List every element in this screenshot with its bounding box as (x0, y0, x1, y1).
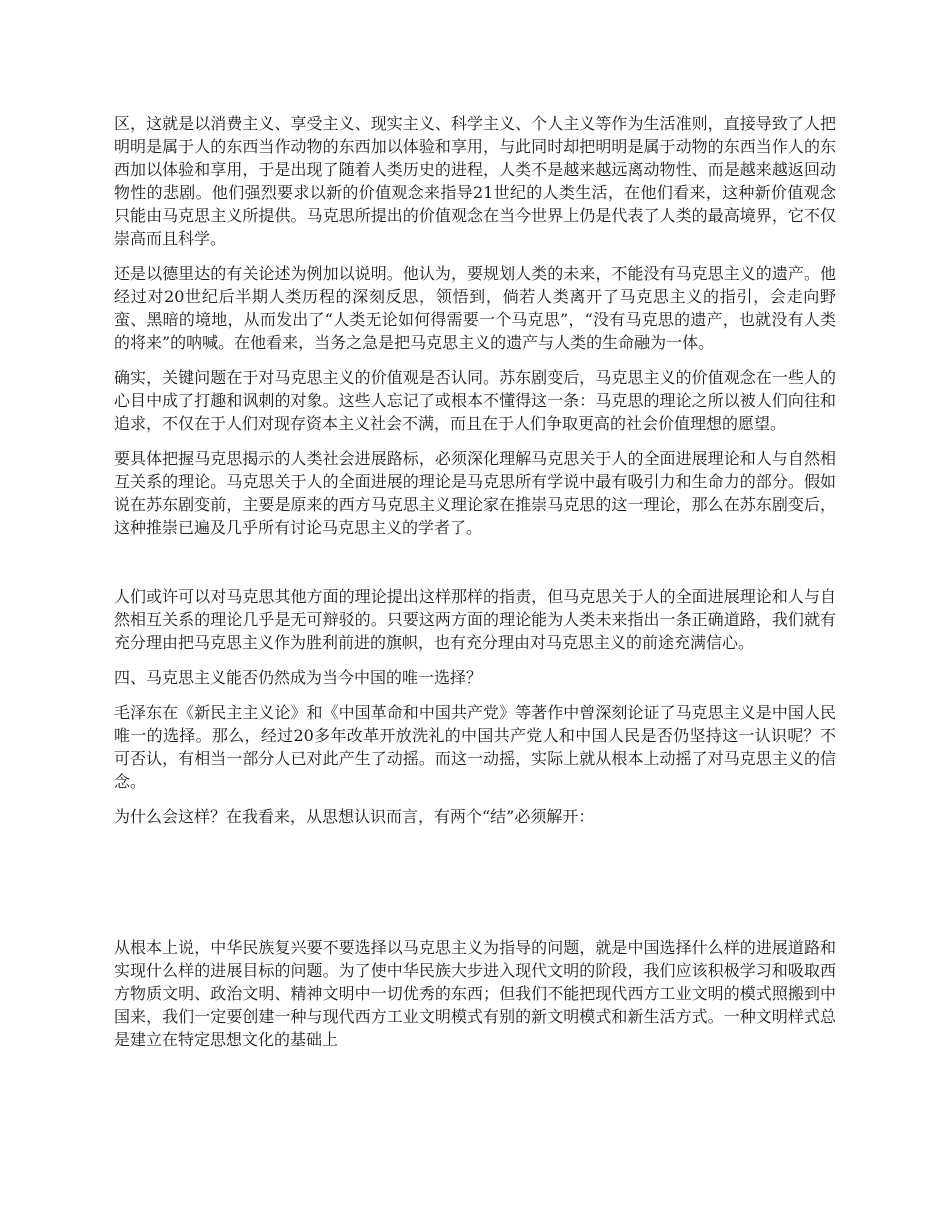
paragraph-mao: 毛泽东在《新民主主义论》和《中国革命和中国共产党》等著作中曾深刻论证了马克思主义是中国人民唯一的选择。那么，经过20多年改革开放洗礼的中国共产党人和中国人民是否仍坚持这一认识呢？不可否认，有相当一部分人已对此产生了动摇。而这一动摇，实际上就从根本上动摇了对马克思主义的信念。 (114, 703, 836, 791)
paragraph-two-knots: 为什么会这样？在我看来，从思想认识而言，有两个“结”必须解开： (114, 807, 595, 826)
paragraph-human-development: 要具体把握马克思揭示的人类社会进展路标，必须深化理解马克思关于人的全面进展理论和人与自然相互关系的理论。马克思关于人的全面进展的理论是马克思所有学说中最有吸引力和生命力的部分。假如说在苏东剧变前，主要是原来的西方马克思主义理论家在推崇马克思的这一理论，那么在苏东剧变后，这种推崇已遍及几乎所有讨论马克思主义的学者了。 (114, 449, 836, 537)
section-heading: 四、马克思主义能否仍然成为当今中国的唯一选择？ (114, 668, 483, 687)
paragraph-derrida: 还是以德里达的有关论述为例加以说明。他认为，要规划人类的未来，不能没有马克思主义的遗产。他经过对20世纪后半期人类历程的深刻反思，领悟到，倘若人类离开了马克思主义的指引，会走向野蛮、黑暗的境地，从而发出了“人类无论如何得需要一个马克思”，“没有马克思的遗产，也就没有人类的将来”的呐喊。在他看来，当务之急是把马克思主义的遗产与人类的生命融为一体。 (114, 264, 836, 352)
paragraph-civilization: 从根本上说，中华民族复兴要不要选择以马克思主义为指导的问题，就是中国选择什么样的进展道路和实现什么样的进展目标的问题。为了使中华民族大步进入现代文明的阶段，我们应该积极学习和吸取西方物质文明、政治文明、精神文明中一切优秀的东西；但我们不能把现代西方工业文明的模式照搬到中国来，我们一定要创建一种与现代西方工业文明模式有别的新文明模式和新生活方式。一种文明样式总是建立在特定思想文化的基础上 (114, 938, 836, 1049)
blank-space (114, 840, 836, 936)
blank-space (114, 551, 836, 585)
paragraph-values: 确实，关键问题在于对马克思主义的价值观是否认同。苏东剧变后，马克思主义的价值观念在一些人的心目中成了打趣和讽刺的对象。这些人忘记了或根本不懂得这一条：马克思的理论之所以被人们向往和追求，不仅在于人们对现存资本主义社会不满，而且在于人们争取更高的社会价值理想的愿望。 (114, 368, 836, 433)
paragraph-consumerism: 区，这就是以消费主义、享受主义、现实主义、科学主义、个人主义等作为生活准则，直接导致了人把明明是属于人的东西当作动物的东西加以体验和享用，与此同时却把明明是属于动物的东西当作人的东西加以体验和享用，于是出现了随着人类历史的进程，人类不是越来越远离动物性、而是越来越返回动物性的悲剧。他们强烈要求以新的价值观念来指导21世纪的人类生活，在他们看来，这种新价值观念只能由马克思主义所提供。马克思所提出的价值观念在当今世界上仍是代表了人类的最高境界，它不仅崇高而且科学。 (114, 114, 836, 248)
paragraph-confidence: 人们或许可以对马克思其他方面的理论提出这样那样的指责，但马克思关于人的全面进展理论和人与自然相互关系的理论几乎是无可辩驳的。只要这两方面的理论能为人类未来指出一条正确道路，我们就有充分理由把马克思主义作为胜利前进的旗帜，也有充分理由对马克思主义的前途充满信心。 (114, 587, 836, 652)
document-body (114, 112, 836, 1063)
